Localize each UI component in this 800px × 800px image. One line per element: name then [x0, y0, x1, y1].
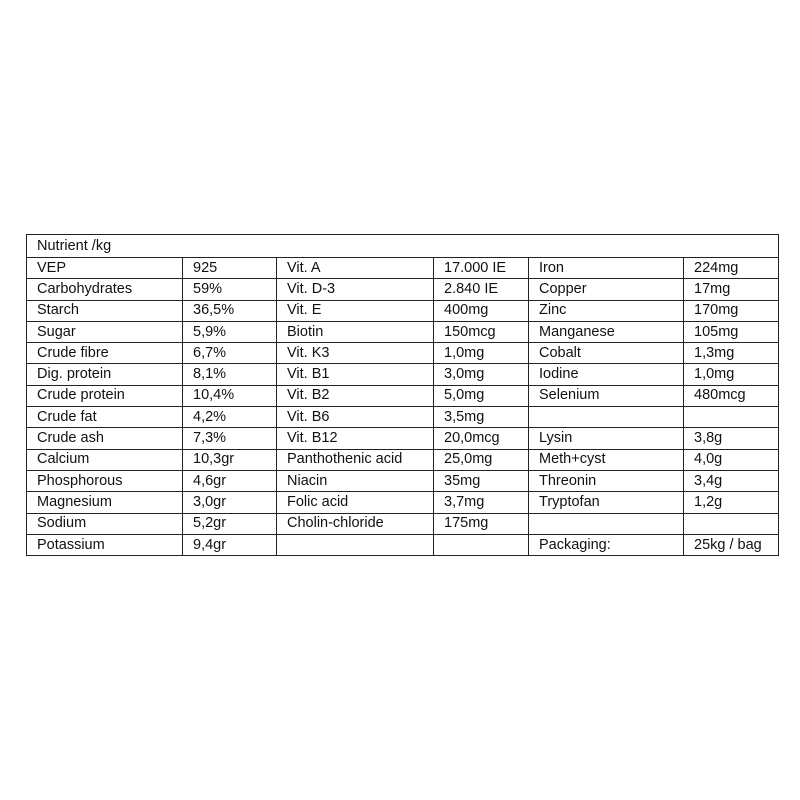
nutrient-name-cell: Magnesium: [27, 492, 183, 513]
nutrient-value-cell: 8,1%: [183, 364, 277, 385]
mineral-value-cell: 1,0mg: [684, 364, 779, 385]
nutrient-value-cell: 925: [183, 258, 277, 279]
mineral-value-cell: 170mg: [684, 300, 779, 321]
vitamin-name-cell: Vit. B12: [277, 428, 434, 449]
vitamin-value-cell: 3,5mg: [434, 407, 529, 428]
nutrient-name-cell: Sugar: [27, 321, 183, 342]
mineral-value-cell: [684, 407, 779, 428]
nutrient-name-cell: VEP: [27, 258, 183, 279]
table-row: [27, 300, 779, 321]
nutrient-value-cell: 5,2gr: [183, 513, 277, 534]
table-row: [27, 492, 779, 513]
vitamin-value-cell: 5,0mg: [434, 385, 529, 406]
nutrient-value-cell: 36,5%: [183, 300, 277, 321]
vitamin-value-cell: 150mcg: [434, 321, 529, 342]
table-row: [27, 321, 779, 342]
mineral-value-cell: 4,0g: [684, 449, 779, 470]
nutrient-name-cell: Crude protein: [27, 385, 183, 406]
nutrient-value-cell: 10,4%: [183, 385, 277, 406]
nutrient-name-cell: Potassium: [27, 534, 183, 555]
mineral-value-cell: 3,4g: [684, 470, 779, 491]
vitamin-name-cell: [277, 534, 434, 555]
nutrient-value-cell: 59%: [183, 279, 277, 300]
table-row: [27, 534, 779, 555]
vitamin-value-cell: 1,0mg: [434, 343, 529, 364]
table-row: [27, 343, 779, 364]
nutrient-value-cell: 6,7%: [183, 343, 277, 364]
vitamin-value-cell: 25,0mg: [434, 449, 529, 470]
nutrient-name-cell: Starch: [27, 300, 183, 321]
nutrient-value-cell: 4,2%: [183, 407, 277, 428]
vitamin-name-cell: Vit. E: [277, 300, 434, 321]
vitamin-name-cell: Vit. B1: [277, 364, 434, 385]
vitamin-value-cell: 17.000 IE: [434, 258, 529, 279]
vitamin-name-cell: Vit. B6: [277, 407, 434, 428]
vitamin-value-cell: 400mg: [434, 300, 529, 321]
mineral-value-cell: [684, 513, 779, 534]
table-row: [27, 470, 779, 491]
mineral-name-cell: Packaging:: [529, 534, 684, 555]
mineral-name-cell: Iodine: [529, 364, 684, 385]
nutrient-name-cell: Phosphorous: [27, 470, 183, 491]
mineral-value-cell: 480mcg: [684, 385, 779, 406]
mineral-value-cell: 1,3mg: [684, 343, 779, 364]
mineral-name-cell: Threonin: [529, 470, 684, 491]
mineral-value-cell: 224mg: [684, 258, 779, 279]
mineral-value-cell: 1,2g: [684, 492, 779, 513]
vitamin-name-cell: Vit. A: [277, 258, 434, 279]
mineral-value-cell: 3,8g: [684, 428, 779, 449]
nutrient-name-cell: Crude ash: [27, 428, 183, 449]
vitamin-name-cell: Vit. K3: [277, 343, 434, 364]
table-row: [27, 385, 779, 406]
vitamin-name-cell: Vit. D-3: [277, 279, 434, 300]
table-row: [27, 364, 779, 385]
nutrient-name-cell: Calcium: [27, 449, 183, 470]
vitamin-name-cell: Folic acid: [277, 492, 434, 513]
mineral-name-cell: [529, 513, 684, 534]
mineral-name-cell: Copper: [529, 279, 684, 300]
nutrient-name-cell: Crude fibre: [27, 343, 183, 364]
vitamin-name-cell: Cholin-chloride: [277, 513, 434, 534]
table-row: [27, 428, 779, 449]
nutrient-name-cell: Carbohydrates: [27, 279, 183, 300]
mineral-value-cell: 25kg / bag: [684, 534, 779, 555]
nutrient-value-cell: 5,9%: [183, 321, 277, 342]
table-row: [27, 258, 779, 279]
table-header-row: [27, 235, 779, 258]
mineral-name-cell: Lysin: [529, 428, 684, 449]
mineral-name-cell: Manganese: [529, 321, 684, 342]
mineral-name-cell: Cobalt: [529, 343, 684, 364]
nutrient-value-cell: 4,6gr: [183, 470, 277, 491]
vitamin-value-cell: 20,0mcg: [434, 428, 529, 449]
table-row: [27, 513, 779, 534]
vitamin-name-cell: Vit. B2: [277, 385, 434, 406]
mineral-name-cell: Tryptofan: [529, 492, 684, 513]
vitamin-name-cell: Niacin: [277, 470, 434, 491]
table-title: Nutrient /kg: [27, 235, 779, 258]
vitamin-value-cell: 2.840 IE: [434, 279, 529, 300]
mineral-name-cell: Selenium: [529, 385, 684, 406]
nutrient-value-cell: 7,3%: [183, 428, 277, 449]
mineral-value-cell: 17mg: [684, 279, 779, 300]
vitamin-value-cell: 35mg: [434, 470, 529, 491]
vitamin-value-cell: 175mg: [434, 513, 529, 534]
table-row: [27, 279, 779, 300]
nutrient-name-cell: Sodium: [27, 513, 183, 534]
vitamin-value-cell: 3,7mg: [434, 492, 529, 513]
vitamin-name-cell: Biotin: [277, 321, 434, 342]
mineral-name-cell: Iron: [529, 258, 684, 279]
table-row: [27, 449, 779, 470]
table-row: [27, 407, 779, 428]
vitamin-name-cell: Panthothenic acid: [277, 449, 434, 470]
vitamin-value-cell: [434, 534, 529, 555]
vitamin-value-cell: 3,0mg: [434, 364, 529, 385]
mineral-name-cell: Zinc: [529, 300, 684, 321]
nutrient-value-cell: 3,0gr: [183, 492, 277, 513]
nutrient-table: [26, 234, 779, 556]
nutrient-name-cell: Crude fat: [27, 407, 183, 428]
nutrient-value-cell: 10,3gr: [183, 449, 277, 470]
nutrient-value-cell: 9,4gr: [183, 534, 277, 555]
mineral-name-cell: Meth+cyst: [529, 449, 684, 470]
mineral-name-cell: [529, 407, 684, 428]
mineral-value-cell: 105mg: [684, 321, 779, 342]
nutrient-name-cell: Dig. protein: [27, 364, 183, 385]
